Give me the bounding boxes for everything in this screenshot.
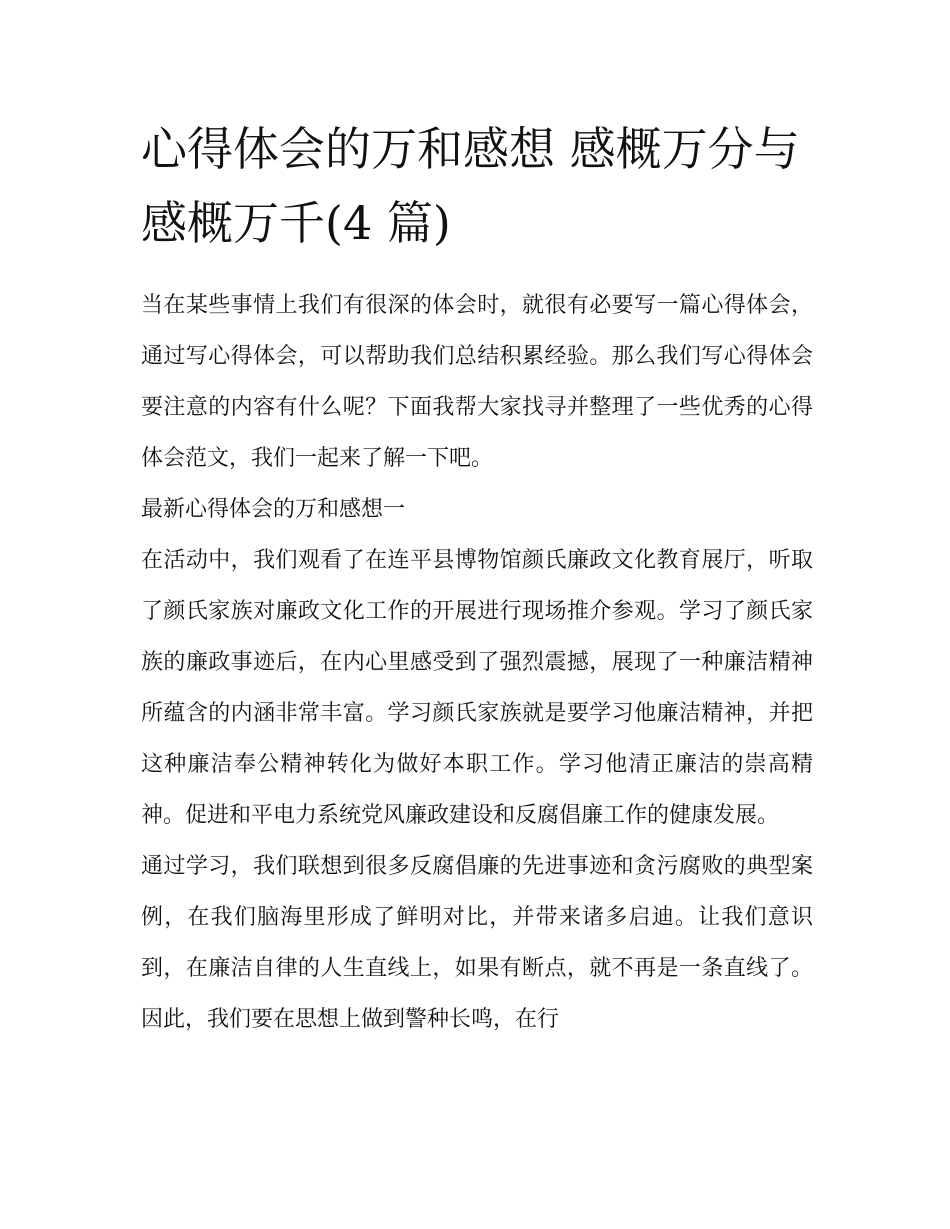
section-paragraph-2: 通过学习，我们联想到很多反腐倡廉的先进事迹和贪污腐败的典型案例，在我们脑海里形成了鲜明对比，并带来诸多启迪。让我们意识到，在廉洁自律的人生直线上，如果有断点，就不再是一条直线了。因此，我们要在思想上做到警种长鸣，在行: [141, 854, 813, 1032]
document-body: [141, 280, 813, 1045]
section-paragraph-1: 在活动中，我们观看了在连平县博物馆颜氏廉政文化教育展厅，听取了颜氏家族对廉政文化工作的开展进行现场推介参观。学习了颜氏家族的廉政事迹后，在内心里感受到了强烈震撼，展现了一种廉洁精神所蕴含的内涵非常丰富。学习颜氏家族就是要学习他廉洁精神，并把这种廉洁奉公精神转化为做好本职工作。学习他清正廉洁的崇高精神。促进和平电力系统党风廉政建设和反腐倡廉工作的健康发展。: [141, 548, 813, 828]
section-heading: 最新心得体会的万和感想一: [141, 497, 406, 522]
document-title: 心得体会的万和感想 感概万分与感概万千(4 篇): [141, 122, 800, 250]
intro-paragraph: 当在某些事情上我们有很深的体会时，就很有必要写一篇心得体会，通过写心得体会，可以帮助我们总结积累经验。那么我们写心得体会要注意的内容有什么呢？下面我帮大家找寻并整理了一些优秀的心得体会范文，我们一起来了解一下吧。: [141, 293, 813, 471]
